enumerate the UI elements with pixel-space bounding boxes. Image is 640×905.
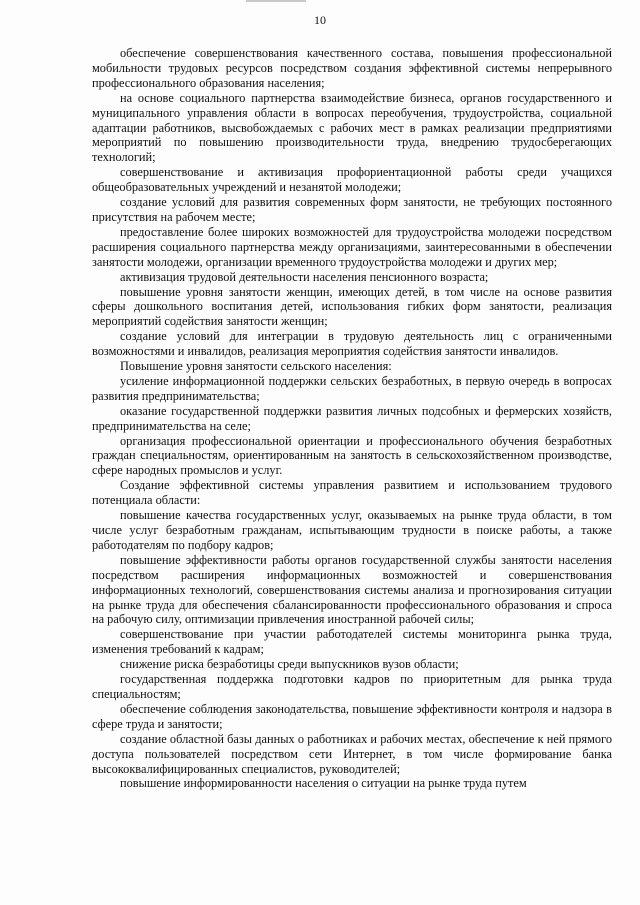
- paragraph: совершенствование и активизация профориентационной работы среди учащихся общеобразовательных учреждений и незанятой молодежи;: [92, 165, 612, 195]
- paragraph: повышение информированности населения о ситуации на рынке труда путем: [120, 776, 527, 791]
- paragraph: повышение эффективности работы органов государственной службы занятости населения посредством расширения информационных возможностей и совершенствования информационных технологий, совершенствования системы анализа и прогнозирования ситуации на рынке труда для обеспечения сбалансированности профессионального образования и спроса на рабочую силу, оптимизации привлечения иностранной рабочей силы;: [92, 552, 612, 627]
- paragraph: государственная поддержка подготовки кадров по приоритетным для рынка труда специальностям;: [92, 672, 612, 701]
- paragraph: повышение уровня занятости женщин, имеющих детей, в том числе на основе развития сферы дошкольного воспитания детей, использования гибких форм занятости, реализация мероприятий содействия занятости женщин;: [92, 284, 612, 329]
- paragraph: создание областной базы данных о работниках и рабочих местах, обеспечение к ней прямого доступа пользователей посредством сети Интернет, в том числе формирование банка высококвалифицированных специалистов, руководителей;: [92, 731, 612, 776]
- paragraph: повышение качества государственных услуг, оказываемых на рынке труда области, в том числе услуг безработным гражданам, испытывающим трудности в поиске работы, а также работодателям по подбору кадров;: [92, 508, 612, 552]
- paragraph: оказание государственной поддержки развития личных подсобных и фермерских хозяйств, предпринимательства на селе;: [92, 403, 612, 433]
- paragraph: создание условий для интеграции в трудовую деятельность лиц с ограниченными возможностями и инвалидов, реализация мероприятия содействия занятости инвалидов.: [92, 329, 612, 359]
- paragraph: усиление информационной поддержки сельских безработных, в первую очередь в вопросах развития предпринимательства;: [92, 373, 612, 403]
- paragraph: на основе социального партнерства взаимодействие бизнеса, органов государственного и муниципального управления области в вопросах переобучения, трудоустройства, социальной адаптации работников, высвобождаемых с рабочих мест в рамках реализации предприятиями мероприятий по повышению производительности труда, внедрению трудосберегающих технологий;: [92, 90, 612, 165]
- paragraph: организация профессиональной ориентации и профессионального обучения безработных граждан специальностям, ориентированным на занятость в сельскохозяйственном производстве, сфере народных промыслов и услуг.: [92, 433, 612, 478]
- paragraph: снижение риска безработицы среди выпускников вузов области;: [120, 657, 459, 672]
- paragraph: предоставление более широких возможностей для трудоустройства молодежи посредством расширения социального партнерства между организациями, заинтересованными в обеспечении занятости молодежи, организации временного трудоустройства молодежи и других мер;: [92, 224, 612, 269]
- paragraph: активизация трудовой деятельности населения пенсионного возраста;: [120, 269, 489, 284]
- paragraph: совершенствование при участии работодателей системы мониторинга рынка труда, изменения требований к кадрам;: [92, 627, 612, 657]
- body-text: [92, 46, 612, 791]
- paragraph: обеспечение совершенствования качественного состава, повышения профессиональной мобильности трудовых ресурсов посредством создания эффективной системы непрерывного профессионального образования населения;: [92, 46, 612, 90]
- scan-artifact: [246, 0, 306, 2]
- section-heading: Повышение уровня занятости сельского населения:: [120, 359, 392, 374]
- paragraph: обеспечение соблюдения законодательства, повышение эффективности контроля и надзора в сфере труда и занятости;: [92, 701, 612, 731]
- paragraph: создание условий для развития современных форм занятости, не требующих постоянного присутствия на рабочем месте;: [92, 195, 612, 224]
- page-number: 10: [314, 13, 326, 27]
- section-heading: Создание эффективной системы управления развитием и использованием трудового потенциала области:: [92, 478, 612, 508]
